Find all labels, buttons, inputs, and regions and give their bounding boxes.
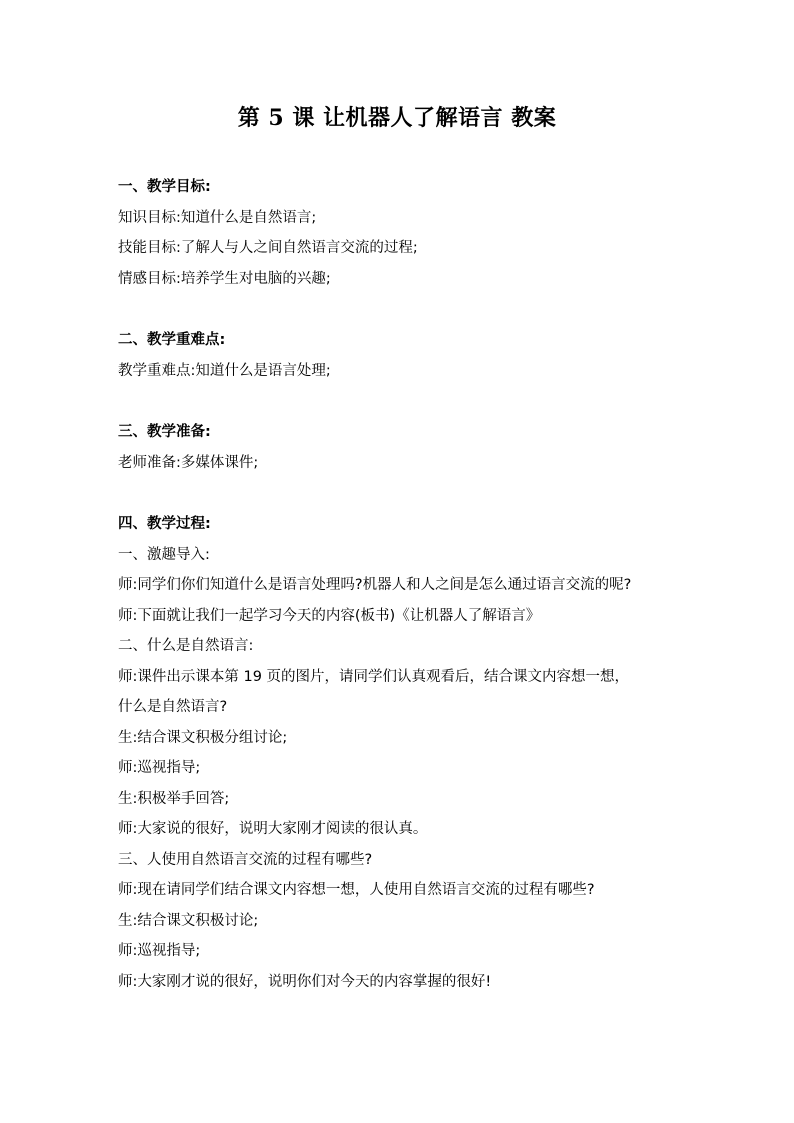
- process-line: 一、激趣导入:: [118, 546, 210, 563]
- process-line: 师:同学们你们知道什么是语言处理吗?机器人和人之间是怎么通过语言交流的呢?: [118, 577, 632, 593]
- process-line: 三、人使用自然语言交流的过程有哪些?: [118, 851, 373, 868]
- process-line: 二、什么是自然语言:: [118, 638, 254, 654]
- process-line: 生:结合课文积极分组讨论;: [118, 729, 288, 746]
- process-line: 生:结合课文积极讨论;: [118, 912, 259, 929]
- process-line: 师:大家刚才说的很好，说明你们对今天的内容掌握的很好!: [118, 973, 492, 990]
- objective-emotion: 情感目标:培养学生对电脑的兴趣;: [118, 270, 331, 287]
- document-title: 第 5 课 让机器人了解语言 教案: [237, 105, 557, 131]
- section-gap: [118, 294, 708, 325]
- document-body: [118, 172, 708, 997]
- process-line: 什么是自然语言?: [118, 699, 228, 715]
- preparation-line: 老师准备:多媒体课件;: [118, 454, 259, 471]
- objective-skill: 技能目标:了解人与人之间自然语言交流的过程;: [118, 240, 418, 256]
- objective-knowledge: 知识目标:知道什么是自然语言;: [118, 209, 317, 226]
- section-heading-process: 四、教学过程:: [118, 516, 211, 532]
- section-heading-objectives: 一、教学目标:: [118, 179, 211, 195]
- key-point-line: 教学重难点:知道什么是语言处理;: [118, 362, 331, 379]
- process-line: 师:巡视指导;: [118, 760, 201, 776]
- section-gap: [118, 478, 708, 509]
- process-line: 师:下面就让我们一起学习今天的内容(板书)《让机器人了解语言》: [118, 607, 541, 624]
- process-line: 生:积极举手回答;: [118, 790, 230, 807]
- section-heading-key-points: 二、教学重难点:: [118, 332, 226, 348]
- process-line: 师:巡视指导;: [118, 943, 201, 959]
- process-line: 师:现在请同学们结合课文内容想一想，人使用自然语言交流的过程有哪些?: [118, 882, 595, 898]
- section-gap: [118, 386, 708, 417]
- process-line: 师:大家说的很好，说明大家刚才阅读的很认真。: [118, 821, 428, 837]
- section-heading-preparation: 三、教学准备:: [118, 424, 211, 440]
- process-line: 师:课件出示课本第 19 页的图片，请同学们认真观看后，结合课文内容想一想，: [118, 668, 630, 685]
